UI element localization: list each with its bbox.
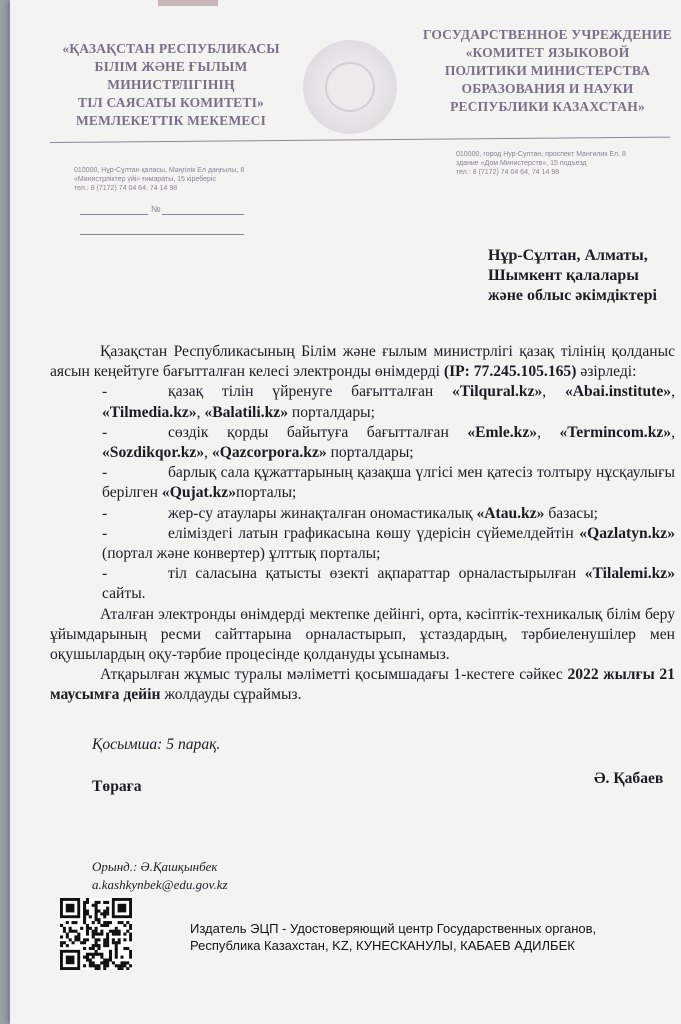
- recipient-line: Нұр-Сұлтан, Алматы,: [488, 247, 648, 264]
- kz-org-line: МИНИСТРЛІГІНІҢ: [107, 77, 235, 92]
- bullet-item: [50, 564, 675, 604]
- bullet-dash: -: [102, 565, 108, 583]
- bullet-item: [50, 463, 675, 503]
- bullet-dash: -: [102, 524, 108, 542]
- kz-org-line: БІЛІМ ЖӘНЕ ҒЫЛЫМ: [94, 59, 248, 74]
- signer-title: Төраға: [92, 778, 142, 795]
- ru-org-line: «КОМИТЕТ ЯЗЫКОВОЙ: [465, 45, 630, 60]
- bullet-item: [50, 504, 675, 524]
- body-paragraph: Аталған электронды өнімдерді мектепке дейінгі, орта, кәсіптік-техникалық білім беру ұйымдарының ресми сайттарына орналастырып, ұстаздардың, тәрбиеленушілер мен оқушылардың оқу-тәрбие процесінде қолдануды ұсынамыз.: [50, 605, 675, 664]
- bullet-dash: -: [102, 504, 108, 522]
- executor-email: a.kashkynbek@edu.gov.kz: [92, 877, 228, 892]
- executor-block: [92, 858, 228, 894]
- ref-blank-line: [80, 234, 244, 235]
- appendix-note: Қосымша: 5 парақ.: [92, 736, 221, 753]
- bullet-text: қазақ тілін үйренуге бағытталған «Tilqural.kz», «Abai.institute», «Tilmedia.kz», «Balatili.kz» порталдары;: [102, 383, 675, 421]
- bullet-item: [50, 423, 675, 463]
- header-divider: [50, 137, 670, 143]
- bullet-dash: -: [102, 423, 108, 441]
- ecp-line: Издатель ЭЦП - Удостоверяющий центр Государственных органов,: [190, 921, 597, 936]
- ru-org-line: ГОСУДАРСТВЕННОЕ УЧРЕЖДЕНИЕ: [422, 27, 673, 42]
- ru-org-line: ПОЛИТИКИ МИНИСТЕРСТВА: [444, 63, 651, 78]
- letter-page: [10, 0, 681, 1024]
- ru-address: 010000, город Нур-Султан, проспект Мангилик Ел, 8 здание «Дом Министерств», 15 подъезд тел.: 8 (7172) 74 04 64, 74 14 98: [456, 151, 626, 176]
- bullet-dash: -: [102, 464, 108, 482]
- body-paragraph: Атқарылған жұмыс туралы мәліметті қосымшадағы 1-кестеге сәйкес 2022 жылғы 21 маусымға дейін жолдауды сұраймыз.: [50, 666, 675, 704]
- bullet-dash: -: [102, 383, 108, 401]
- qr-code-icon: [60, 898, 132, 970]
- top-edge-strip: [158, 0, 218, 6]
- recipient-block: [488, 246, 657, 306]
- number-blank-line: [162, 214, 244, 215]
- kz-org-line: «ҚАЗАҚСТАН РЕСПУБЛИКАСЫ: [62, 41, 280, 56]
- bullet-item: [50, 524, 675, 564]
- ru-org-header: [420, 26, 675, 116]
- recipient-line: және облыс әкімдіктері: [488, 287, 657, 304]
- bullet-text: сөздік қорды байытуға бағытталған «Emle.kz», «Termincom.kz», «Sozdikqor.kz», «Qazcorpora.kz» порталдары;: [102, 423, 676, 462]
- ecp-line: Республика Казахстан, KZ, КУНЕСКАНУЛЫ, КАБАЕВ АДИЛБЕК: [190, 938, 575, 953]
- signer-name: Ә. Қабаев: [594, 770, 664, 787]
- number-sign: №: [151, 204, 161, 214]
- digital-signature-info: [190, 920, 596, 954]
- letter-body: [50, 342, 675, 706]
- bullet-item: [50, 382, 675, 422]
- kz-org-line: МЕМЛЕКЕТТІК МЕКЕМЕСІ: [75, 113, 267, 128]
- ru-org-line: РЕСПУБЛИКИ КАЗАХСТАН»: [450, 99, 645, 114]
- body-paragraph: Қазақстан Республикасының Білім және ғылым министрлігі қазақ тілінің қолданыс аясын кеңейтуге бағытталған келесі электронды өнімдерді (IP: 77.245.105.165) әзірледі:: [50, 343, 675, 381]
- kz-org-header: [56, 40, 286, 130]
- kz-address: 010000, Нұр-Сұлтан қаласы, Мәңгілік Ел даңғылы, 8 «Министрліктер үйі» ғимараты, 15 кіреберіс тел.: 8 (7172) 74 04 64, 74 14 98: [74, 167, 245, 192]
- date-blank-line: [80, 214, 148, 215]
- bullet-text: еліміздегі латын графикасына көшу үдерісін сүйемелдейтін «Qazlatyn.kz» (портал және конвертер) ұлттық порталы;: [102, 524, 675, 563]
- bullet-text: тіл саласына қатысты өзекті ақпараттар орналастырылған «Tilalemi.kz» сайты.: [102, 565, 675, 603]
- ru-org-line: ОБРАЗОВАНИЯ И НАУКИ: [461, 81, 634, 96]
- recipient-line: Шымкент қалалары: [488, 267, 639, 284]
- state-emblem-icon: [303, 40, 397, 134]
- bullet-text: жер-су атаулары жинақталған ономастикалық «Atau.kz» базасы;: [168, 504, 599, 522]
- executor-name: Орынд.: Ә.Қашқынбек: [92, 859, 218, 874]
- kz-org-line: ТІЛ САЯСАТЫ КОМИТЕТІ»: [78, 95, 264, 110]
- bullet-text: барлық сала құжаттарының қазақша үлгісі мен қатесіз толтыру нұсқаулығы берілген «Qujat.kz»порталы;: [102, 464, 675, 502]
